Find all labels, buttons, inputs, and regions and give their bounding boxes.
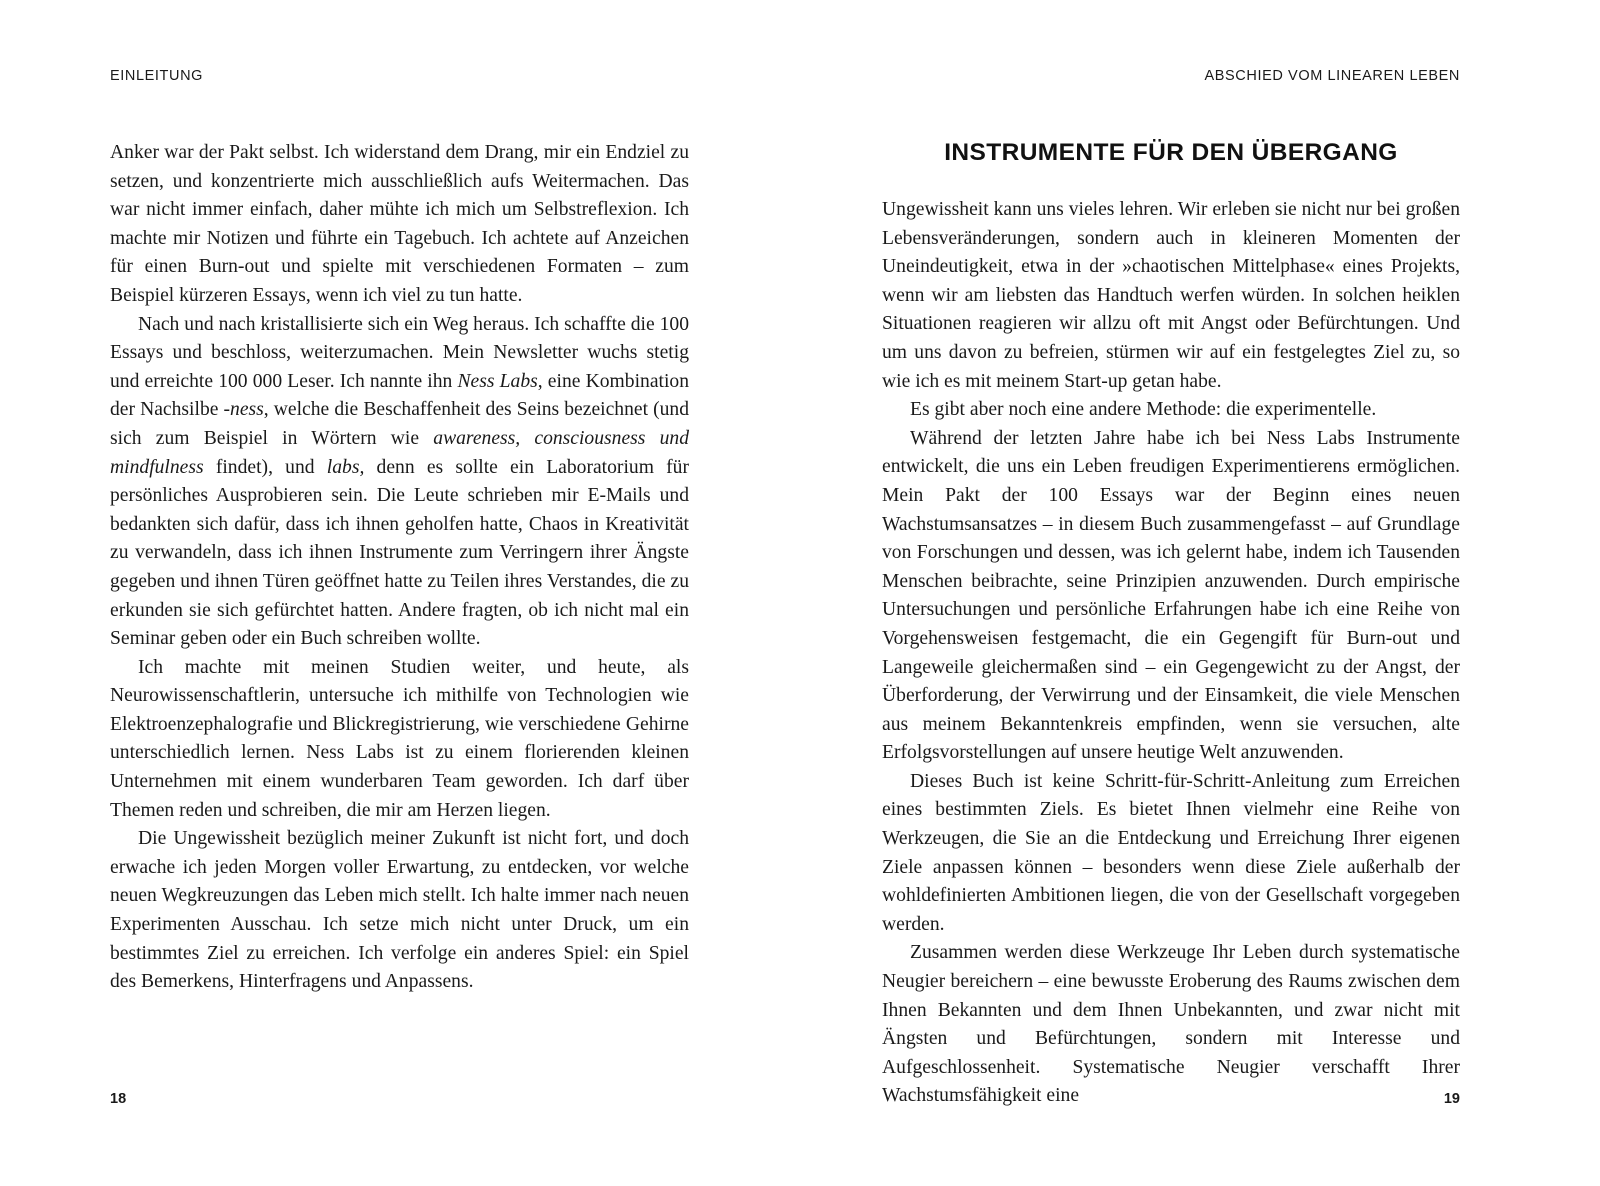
paragraph: Anker war der Pakt selbst. Ich widerstand dem Drang, mir ein Endziel zu setzen, und konzentrierte mich ausschließlich aufs Weitermachen. Das war nicht immer einfach, daher mühte ich mich um Selbstreflexion. Ich machte mir Notizen und führte ein Tagebuch. Ich achtete auf Anzeichen für einen Burn-out und spielte mit verschiedenen Formaten – zum Beispiel kürzeren Essays, wenn ich viel zu tun hatte. [110,142,689,306]
emphasis: awareness, consciousness und mindfulness [110,427,690,478]
right-page [800,0,1600,1186]
paragraph: Zusammen werden diese Werkzeuge Ihr Leben durch systematische Neugier bereichern – eine bewusste Eroberung des Raums zwischen dem Ihnen Bekannten und dem Ihnen Unbekannten, und zwar nicht mit Ängsten und Befürchtungen, sondern mit Interesse und Aufgeschlossenheit. Systematische Neugier verschafft Ihrer Wachstumsfähigkeit eine [882,942,1460,1107]
emphasis: labs, [326,456,365,478]
page-number-right: 19 [1443,1091,1460,1107]
right-body-text [882,196,1460,1111]
paragraph: Dieses Buch ist keine Schritt-für-Schritt-Anleitung zum Erreichen eines bestimmten Ziels. Es bietet Ihnen vielmehr eine Reihe von Werkzeugen, die Sie an die Entdeckung und Erreichung Ihrer eigenen Ziele anpassen können – besonders wenn diese Ziele außerhalb der wohldefinierten Ambitionen liegen, die von der Gesellschaft vorgegeben werden. [882,770,1460,935]
paragraph: Die Ungewissheit bezüglich meiner Zukunft ist nicht fort, und doch erwache ich jeden Morgen voller Erwartung, zu entdecken, vor welche neuen Wegkreuzungen das Leben mich stellt. Ich halte immer nach neuen Experimenten Ausschau. Ich setze mich nicht unter Druck, um ein bestimmtes Ziel zu erreichen. Ich verfolge ein anderes Spiel: ein Spiel des Bemerkens, Hinterfragens und Anpassens. [110,828,689,993]
paragraph: Während der letzten Jahre habe ich bei Ness Labs Instrumente entwickelt, die uns ein Leben freudigen Experimentierens ermöglichen. Mein Pakt der 100 Essays war der Beginn eines neuen Wachstumsansatzes – in diesem Buch zusammengefasst – auf Grundlage von Forschungen und dessen, was ich gelernt habe, indem ich Tausenden Menschen beibrachte, seine Prinzipien anzuwenden. Durch empirische Untersuchungen und persönliche Erfahrungen habe ich eine Reihe von Vorgehensweisen festgemacht, die ein Gegengift für Burn-out und Langeweile gleichermaßen sind – ein Gegengewicht zu der Angst, der Überforderung, der Verwirrung und der Einsamkeit, die viele Menschen aus meinem Bekanntenkreis empfinden, wenn sie versuchen, alte Erfolgsvorstellungen auf unsere heutige Welt anzuwenden. [882,427,1460,764]
paragraph: Ich machte mit meinen Studien weiter, und heute, als Neurowissenschaftlerin, untersuche ich mithilfe von Technologien wie Elektroenzephalografie und Blickregistrierung, wie verschiedene Gehirne unterschiedlich lernen. Ness Labs ist zu einem florierenden kleinen Unternehmen mit einem wunderbaren Team geworden. Ich darf über Themen reden und schreiben, die mir am Herzen liegen. [110,656,689,821]
left-body-text [110,139,689,997]
running-head-right: ABSCHIED VOM LINEAREN LEBEN [1204,68,1460,84]
running-head-left: EINLEITUNG [110,68,204,84]
emphasis: Ness Labs [457,370,538,392]
paragraph: Nach und nach kristallisierte sich ein Weg heraus. Ich schaffte die 100 Essays und beschloss, weiterzumachen. Mein Newsletter wuchs stetig und erreichte 100 000 Leser. Ich nannte ihn Ness Labs, eine Kombination der Nachsilbe -ness, welche die Beschaffenheit des Seins bezeichnet (und sich zum Beispiel in Wörtern wie awareness, consciousness und mindfulness findet), und labs, denn es sollte ein Laboratorium für persönliches Ausprobieren sein. Die Leute schrieben mir E-Mails und bedankten sich dafür, dass ich ihnen geholfen hatte, Chaos in Kreativität zu verwandeln, dass ich ihnen Instrumente zum Verringern ihrer Ängste gegeben und ihnen Türen geöffnet hatte zu Teilen ihres Verstandes, die zu erkunden sie sich gefürchtet hatten. Andere fragten, ob ich nicht mal ein Seminar geben oder ein Buch schreiben wollte. [110,313,690,650]
paragraph: Ungewissheit kann uns vieles lehren. Wir erleben sie nicht nur bei großen Lebensveränderungen, sondern auch in kleineren Momenten der Uneindeutigkeit, etwa in der »chaotischen Mittelphase« eines Projekts, wenn wir am liebsten das Handtuch werfen würden. In solchen heiklen Situationen reagieren wir allzu oft mit Angst oder Befürchtungen. Und um uns davon zu befreien, stürmen wir auf ein festgelegtes Ziel zu, so wie ich es mit meinem Start-up getan habe. [882,199,1460,392]
section-heading: INSTRUMENTE FÜR DEN ÜBERGANG [944,139,1398,166]
paragraph: Es gibt aber noch eine andere Methode: die experimentelle. [910,399,1377,421]
emphasis: -ness [223,399,264,421]
page-number-left: 18 [110,1091,127,1107]
